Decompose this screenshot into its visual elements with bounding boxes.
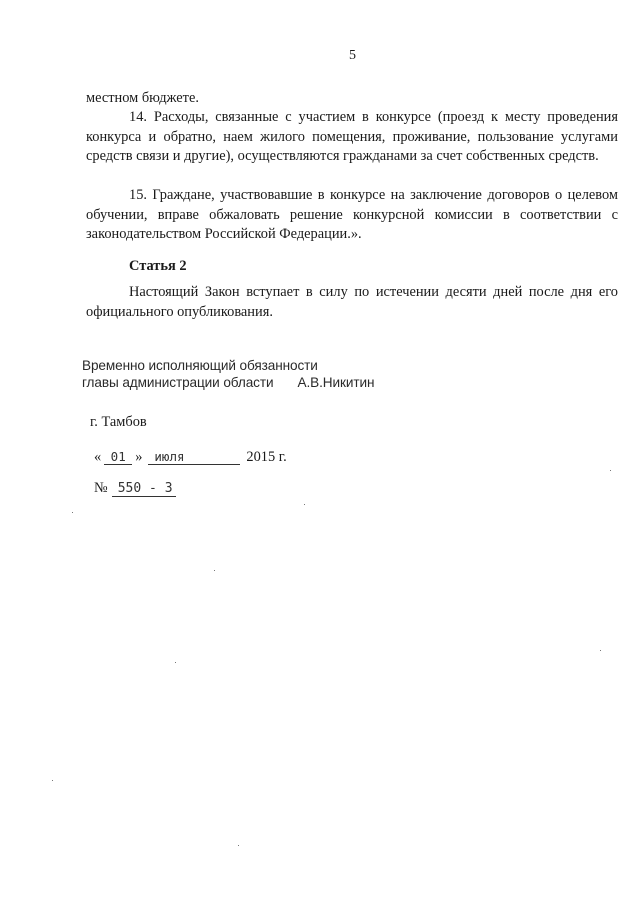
paragraph-14 [86, 108, 618, 167]
document-number: 550 - 3 [112, 482, 176, 497]
scan-speck [610, 470, 611, 471]
signer-title-line2 [82, 374, 374, 391]
paragraph-text: 14. Расходы, связанные с участием в конкурсе (проезд к месту проведения конкурса и обратно, наем жилого помещения, проживание, пользование услугами средств связи и другие), осуществляются гражданами за счет собственных средств. [86, 109, 618, 164]
date-month: июля [148, 450, 240, 465]
scan-speck [52, 780, 53, 781]
paragraph-text: местном бюджете. [86, 90, 199, 106]
article-2-text [86, 283, 618, 322]
scan-speck [175, 662, 176, 663]
city-label: г. Тамбов [90, 414, 147, 430]
signer-name: А.В.Никитин [297, 375, 375, 390]
paragraph-text: 15. Граждане, участвовавшие в конкурсе на заключение договоров о целевом обучении, вправе обжаловать решение конкурсной комиссии в соответствии с законодательством Российской Федерации.». [86, 187, 618, 242]
date-year: 2015 г. [246, 449, 287, 465]
scan-speck [238, 845, 239, 846]
page-number: 5 [349, 48, 356, 63]
scan-speck [214, 570, 215, 571]
scan-speck [72, 512, 73, 513]
article-heading: Статья 2 [129, 258, 187, 274]
paragraph-continuation [86, 89, 618, 109]
signature-block [82, 357, 374, 391]
scan-speck [304, 504, 305, 505]
paragraph-text: Настоящий Закон вступает в силу по истечении десяти дней после дня его официального опубликования. [86, 284, 618, 320]
signer-title-line1: Временно исполняющий обязанности [82, 358, 318, 373]
paragraph-15 [86, 186, 618, 245]
signer-position: главы администрации области [82, 375, 274, 390]
scan-speck [600, 650, 601, 651]
date-open-quote: « [94, 449, 102, 465]
date-day: 01 [104, 450, 132, 465]
date-close-quote: » [135, 449, 143, 465]
date-line [94, 449, 287, 466]
document-number-line [94, 480, 176, 497]
number-sign: № [94, 480, 108, 496]
